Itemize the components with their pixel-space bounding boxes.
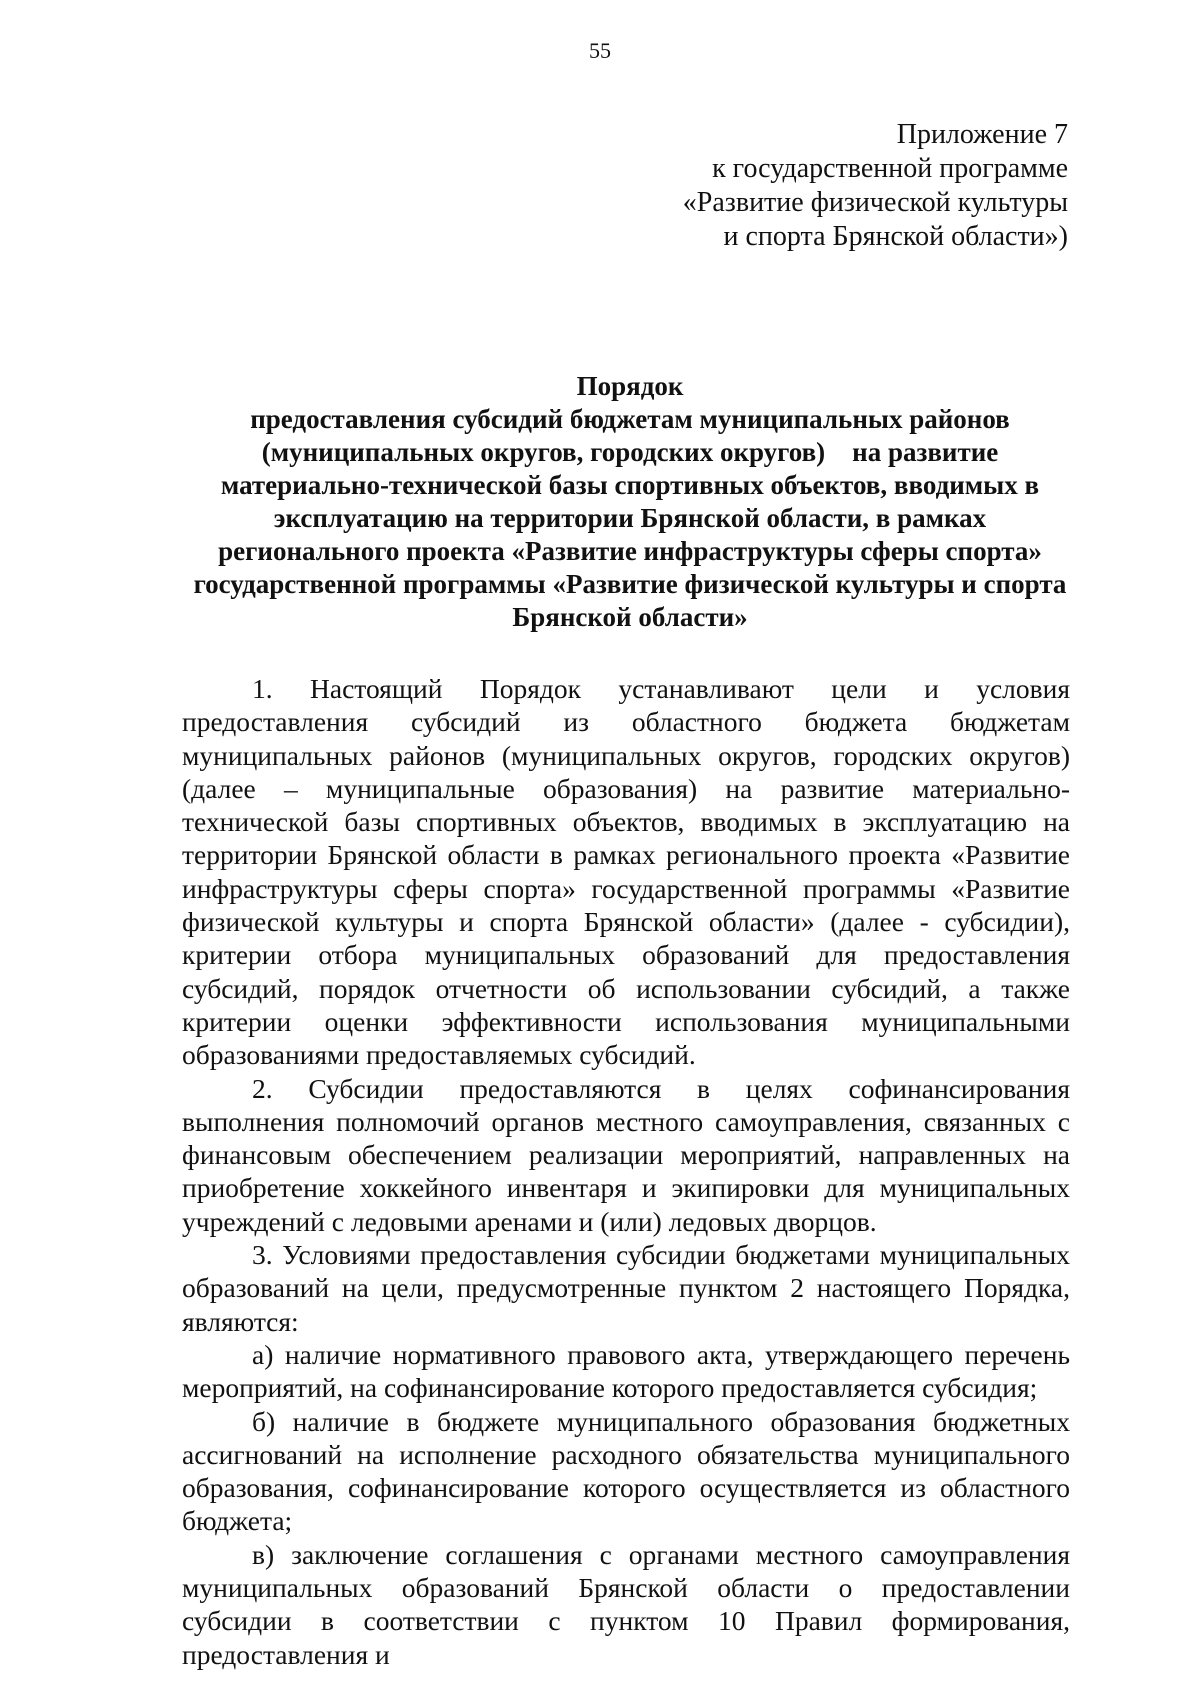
title-line: государственной программы «Развитие физической культуры и спорта bbox=[193, 569, 1067, 599]
title-line: Порядок bbox=[576, 371, 684, 401]
document-title bbox=[180, 370, 1080, 634]
appendix-line: и спорта Брянской области») bbox=[723, 221, 1068, 252]
title-line: предоставления субсидий бюджетам муниципальных районов bbox=[250, 404, 1010, 434]
paragraph-3: 3. Условиями предоставления субсидии бюджетами муниципальных образований на цели, предусмотренные пунктом 2 настоящего Порядка, являются: bbox=[182, 1239, 1070, 1337]
title-line: регионального проекта «Развитие инфраструктуры сферы спорта» bbox=[218, 536, 1042, 566]
paragraph-3b: б) наличие в бюджете муниципального образования бюджетных ассигнований на исполнение расходного обязательства муниципального образования, софинансирование которого осуществляется из областного бюджета; bbox=[182, 1405, 1070, 1537]
paragraph-1: 1. Настоящий Порядок устанавливают цели и условия предоставления субсидий из областного бюджета бюджетам муниципальных районов (муниципальных округов, городских округов) (далее – муниципальные образования) на развитие материально-технической базы спортивных объектов, вводимых в эксплуатацию на территории Брянской области в рамках регионального проекта «Развитие инфраструктуры сферы спорта» государственной программы «Развитие физической культуры и спорта Брянской области» (далее - субсидии), критерии отбора муниципальных образований для предоставления субсидий, порядок отчетности об использовании субсидий, а также критерии оценки эффективности использования муниципальными образованиями предоставляемых субсидий. bbox=[182, 673, 1070, 1071]
paragraph-2: 2. Субсидии предоставляются в целях софинансирования выполнения полномочий органов местного самоуправления, связанных с финансовым обеспечением реализации мероприятий, направленных на приобретение хоккейного инвентаря и экипировки для муниципальных учреждений с ледовыми аренами и (или) ледовых дворцов. bbox=[182, 1072, 1070, 1237]
paragraph-3c: в) заключение соглашения с органами местного самоуправления муниципальных образований Брянской области о предоставлении субсидии в соответствии с пунктом 10 Правил формирования, предоставления и bbox=[182, 1538, 1070, 1670]
paragraph-3a: а) наличие нормативного правового акта, утверждающего перечень мероприятий, на софинансирование которого предоставляется субсидия; bbox=[182, 1338, 1070, 1404]
appendix-line: «Развитие физической культуры bbox=[682, 187, 1068, 218]
title-line: эксплуатацию на территории Брянской области, в рамках bbox=[273, 503, 987, 533]
page-number: 55 bbox=[589, 38, 611, 63]
document-body bbox=[182, 672, 1070, 1671]
title-line: материально-технической базы спортивных объектов, вводимых в bbox=[220, 470, 1040, 500]
appendix-line: к государственной программе bbox=[712, 153, 1068, 184]
title-line: Брянской области» bbox=[512, 602, 748, 632]
title-line: (муниципальных округов, городских округов) на развитие bbox=[261, 437, 999, 467]
appendix-line: Приложение 7 bbox=[896, 119, 1068, 150]
appendix-header bbox=[683, 118, 1068, 254]
